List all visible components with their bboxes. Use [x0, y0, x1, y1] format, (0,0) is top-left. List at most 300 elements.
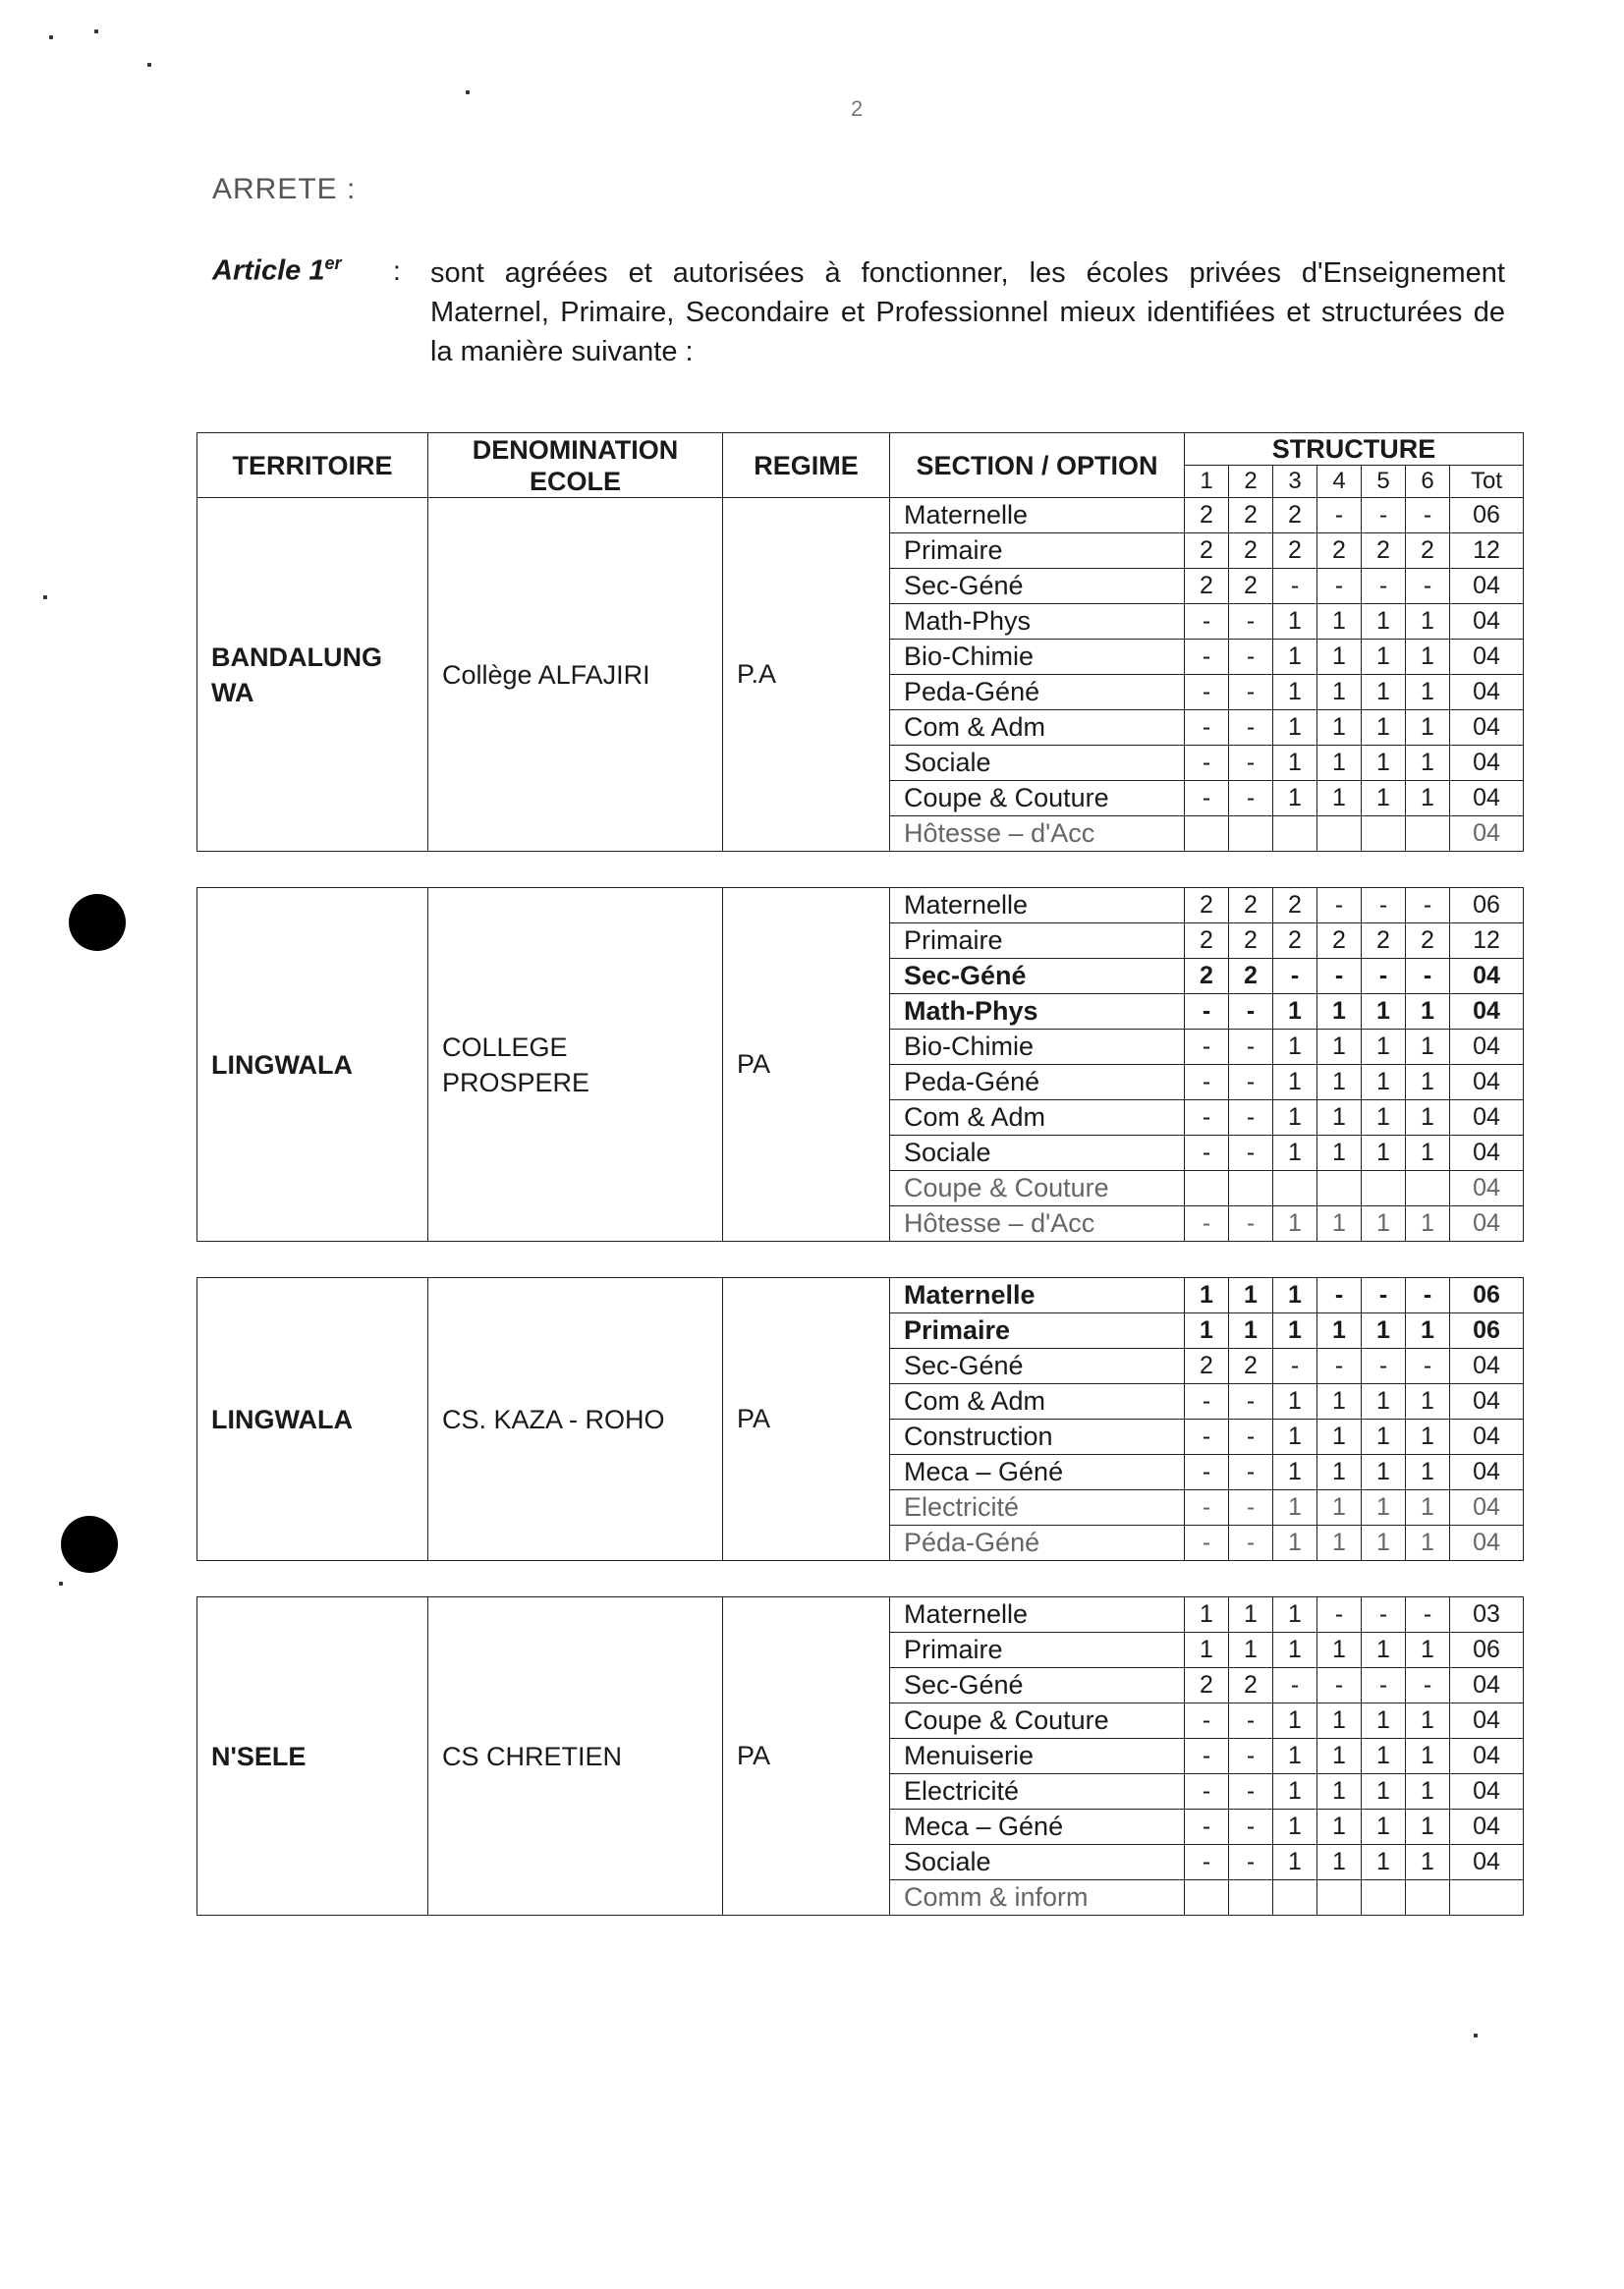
structure-cell-year-6: 1: [1406, 781, 1450, 816]
scan-speck: [466, 90, 470, 94]
section-cell: Sec-Géné: [890, 1668, 1185, 1703]
structure-cell-year-4: 1: [1317, 640, 1362, 675]
structure-cell-year-2: -: [1229, 1703, 1273, 1739]
territoire-cell: N'SELE: [197, 1597, 428, 1916]
section-cell: Meca – Géné: [890, 1810, 1185, 1845]
structure-cell-year-6: 1: [1406, 710, 1450, 746]
structure-cell-year-2: -: [1229, 640, 1273, 675]
section-cell: Comm & inform: [890, 1880, 1185, 1916]
total-cell: 04: [1450, 604, 1524, 640]
structure-cell-year-1: -: [1185, 1739, 1229, 1774]
structure-cell-year-4: 2: [1317, 923, 1362, 959]
structure-cell-year-1: -: [1185, 640, 1229, 675]
structure-cell-year-1: -: [1185, 604, 1229, 640]
structure-cell-year-3: 1: [1273, 1065, 1317, 1100]
structure-cell-year-4: -: [1317, 498, 1362, 533]
structure-cell-year-2: -: [1229, 1206, 1273, 1242]
structure-cell-year-3: 1: [1273, 1278, 1317, 1313]
structure-cell-year-1: -: [1185, 746, 1229, 781]
structure-cell-year-2: [1229, 1880, 1273, 1916]
structure-cell-year-1: -: [1185, 994, 1229, 1030]
structure-cell-year-1: -: [1185, 710, 1229, 746]
structure-cell-year-4: 1: [1317, 1455, 1362, 1490]
scan-speck: [59, 1582, 63, 1586]
structure-cell-year-3: 1: [1273, 1633, 1317, 1668]
structure-cell-year-3: 1: [1273, 1455, 1317, 1490]
structure-cell-year-1: [1185, 1171, 1229, 1206]
structure-cell-year-1: 2: [1185, 923, 1229, 959]
structure-cell-year-1: 2: [1185, 533, 1229, 569]
structure-cell-year-3: 1: [1273, 1420, 1317, 1455]
structure-cell-year-6: 1: [1406, 1206, 1450, 1242]
header-year-5: 5: [1362, 466, 1406, 498]
structure-cell-year-6: 2: [1406, 533, 1450, 569]
structure-cell-year-5: 1: [1362, 1206, 1406, 1242]
structure-cell-year-4: -: [1317, 1668, 1362, 1703]
section-cell: Coupe & Couture: [890, 1703, 1185, 1739]
structure-cell-year-3: 1: [1273, 710, 1317, 746]
structure-cell-year-2: -: [1229, 1526, 1273, 1561]
structure-cell-year-1: -: [1185, 1100, 1229, 1136]
total-cell: 04: [1450, 569, 1524, 604]
total-cell: 06: [1450, 1278, 1524, 1313]
structure-cell-year-3: 1: [1273, 1206, 1317, 1242]
table-gap-row: [197, 1561, 1524, 1597]
header-year-3: 3: [1273, 466, 1317, 498]
structure-cell-year-1: -: [1185, 1703, 1229, 1739]
structure-cell-year-2: 2: [1229, 923, 1273, 959]
structure-cell-year-5: -: [1362, 569, 1406, 604]
structure-cell-year-5: [1362, 1880, 1406, 1916]
total-cell: 04: [1450, 710, 1524, 746]
structure-cell-year-1: -: [1185, 1490, 1229, 1526]
structure-cell-year-5: 1: [1362, 1810, 1406, 1845]
structure-cell-year-1: 2: [1185, 569, 1229, 604]
total-cell: 04: [1450, 1490, 1524, 1526]
structure-cell-year-2: -: [1229, 994, 1273, 1030]
section-cell: Primaire: [890, 1313, 1185, 1349]
structure-cell-year-2: -: [1229, 1420, 1273, 1455]
structure-cell-year-3: 1: [1273, 1739, 1317, 1774]
structure-cell-year-3: 1: [1273, 1597, 1317, 1633]
structure-cell-year-5: 1: [1362, 1455, 1406, 1490]
structure-cell-year-3: 1: [1273, 640, 1317, 675]
structure-cell-year-4: -: [1317, 1597, 1362, 1633]
structure-cell-year-1: -: [1185, 1065, 1229, 1100]
section-cell: Bio-Chimie: [890, 1030, 1185, 1065]
structure-cell-year-2: -: [1229, 1739, 1273, 1774]
structure-cell-year-6: -: [1406, 569, 1450, 604]
structure-cell-year-3: -: [1273, 1668, 1317, 1703]
structure-cell-year-1: 1: [1185, 1597, 1229, 1633]
structure-cell-year-6: 1: [1406, 1633, 1450, 1668]
structure-cell-year-1: 1: [1185, 1278, 1229, 1313]
table-gap-cell: [197, 1242, 1524, 1278]
structure-cell-year-5: 1: [1362, 1420, 1406, 1455]
structure-cell-year-2: 2: [1229, 1668, 1273, 1703]
structure-cell-year-4: 1: [1317, 710, 1362, 746]
structure-cell-year-6: [1406, 1171, 1450, 1206]
structure-cell-year-6: [1406, 816, 1450, 852]
structure-cell-year-2: -: [1229, 675, 1273, 710]
structure-cell-year-6: -: [1406, 1668, 1450, 1703]
structure-cell-year-6: 1: [1406, 604, 1450, 640]
structure-cell-year-6: -: [1406, 888, 1450, 923]
total-cell: 04: [1450, 1420, 1524, 1455]
table-gap-cell: [197, 1561, 1524, 1597]
structure-cell-year-3: 1: [1273, 1100, 1317, 1136]
header-year-2: 2: [1229, 466, 1273, 498]
territoire-cell: LINGWALA: [197, 888, 428, 1242]
structure-cell-year-4: [1317, 1880, 1362, 1916]
structure-cell-year-4: 1: [1317, 994, 1362, 1030]
structure-cell-year-5: -: [1362, 1597, 1406, 1633]
structure-cell-year-5: 2: [1362, 533, 1406, 569]
structure-cell-year-2: 2: [1229, 888, 1273, 923]
structure-cell-year-3: 1: [1273, 1136, 1317, 1171]
total-cell: 04: [1450, 1100, 1524, 1136]
total-cell: 12: [1450, 533, 1524, 569]
section-cell: Maternelle: [890, 888, 1185, 923]
section-cell: Construction: [890, 1420, 1185, 1455]
structure-cell-year-4: -: [1317, 569, 1362, 604]
total-cell: 03: [1450, 1597, 1524, 1633]
structure-cell-year-5: 1: [1362, 746, 1406, 781]
structure-cell-year-2: -: [1229, 604, 1273, 640]
total-cell: 06: [1450, 1633, 1524, 1668]
structure-cell-year-6: 1: [1406, 675, 1450, 710]
structure-cell-year-6: 1: [1406, 1455, 1450, 1490]
total-cell: 04: [1450, 1845, 1524, 1880]
structure-cell-year-5: 1: [1362, 675, 1406, 710]
section-cell: Maternelle: [890, 1597, 1185, 1633]
header-section: SECTION / OPTION: [890, 433, 1185, 498]
structure-cell-year-5: 1: [1362, 1703, 1406, 1739]
table-gap-row: [197, 852, 1524, 888]
structure-cell-year-6: 1: [1406, 1384, 1450, 1420]
structure-cell-year-5: 1: [1362, 710, 1406, 746]
structure-cell-year-5: 1: [1362, 640, 1406, 675]
structure-cell-year-4: 1: [1317, 1206, 1362, 1242]
structure-cell-year-2: 2: [1229, 1349, 1273, 1384]
territoire-cell: BANDALUNG WA: [197, 498, 428, 852]
structure-cell-year-5: 1: [1362, 1313, 1406, 1349]
structure-cell-year-1: -: [1185, 1206, 1229, 1242]
article-colon: :: [393, 255, 401, 286]
structure-cell-year-3: 1: [1273, 1810, 1317, 1845]
article-label: [212, 253, 341, 288]
structure-cell-year-6: -: [1406, 1278, 1450, 1313]
structure-cell-year-5: 1: [1362, 1774, 1406, 1810]
structure-cell-year-3: [1273, 1171, 1317, 1206]
total-cell: 04: [1450, 1739, 1524, 1774]
structure-cell-year-2: -: [1229, 710, 1273, 746]
structure-cell-year-6: 1: [1406, 1739, 1450, 1774]
scan-speck: [94, 29, 98, 33]
structure-cell-year-4: [1317, 1171, 1362, 1206]
structure-cell-year-5: -: [1362, 959, 1406, 994]
table-body: [197, 498, 1524, 1916]
structure-cell-year-4: 1: [1317, 781, 1362, 816]
article-text: sont agréées et autorisées à fonctionner, les écoles privées d'Enseignement Maternel, Primaire, Secondaire et Professionnel mieux identifiées et structurées de la manière suivante :: [430, 257, 1505, 367]
total-cell: 04: [1450, 816, 1524, 852]
total-cell: [1450, 1880, 1524, 1916]
punch-hole: [61, 1516, 118, 1573]
header-total: Tot: [1450, 466, 1524, 498]
structure-cell-year-6: -: [1406, 1349, 1450, 1384]
structure-cell-year-3: 1: [1273, 1313, 1317, 1349]
section-cell: Sociale: [890, 746, 1185, 781]
structure-cell-year-3: -: [1273, 1349, 1317, 1384]
structure-cell-year-6: 1: [1406, 1100, 1450, 1136]
scan-speck: [49, 35, 53, 39]
structure-cell-year-3: 1: [1273, 1384, 1317, 1420]
structure-cell-year-3: -: [1273, 569, 1317, 604]
structure-cell-year-4: 1: [1317, 1526, 1362, 1561]
structure-cell-year-1: -: [1185, 1774, 1229, 1810]
structure-cell-year-4: 1: [1317, 1703, 1362, 1739]
total-cell: 04: [1450, 781, 1524, 816]
structure-cell-year-1: 1: [1185, 1313, 1229, 1349]
structure-cell-year-4: 1: [1317, 1100, 1362, 1136]
structure-cell-year-2: -: [1229, 1774, 1273, 1810]
section-cell: Meca – Géné: [890, 1455, 1185, 1490]
section-cell: Menuiserie: [890, 1739, 1185, 1774]
section-cell: Péda-Géné: [890, 1526, 1185, 1561]
structure-cell-year-4: 1: [1317, 1420, 1362, 1455]
article-label-sup: er: [324, 253, 342, 273]
header-structure: STRUCTURE: [1185, 433, 1524, 466]
structure-cell-year-3: 2: [1273, 888, 1317, 923]
structure-cell-year-5: 1: [1362, 1526, 1406, 1561]
structure-cell-year-1: -: [1185, 1526, 1229, 1561]
total-cell: 04: [1450, 1703, 1524, 1739]
structure-cell-year-2: -: [1229, 1136, 1273, 1171]
total-cell: 04: [1450, 1349, 1524, 1384]
structure-cell-year-1: 2: [1185, 1349, 1229, 1384]
structure-cell-year-3: 2: [1273, 923, 1317, 959]
structure-cell-year-5: 2: [1362, 923, 1406, 959]
total-cell: 04: [1450, 1384, 1524, 1420]
structure-cell-year-2: -: [1229, 746, 1273, 781]
structure-cell-year-2: 1: [1229, 1313, 1273, 1349]
section-cell: Sociale: [890, 1136, 1185, 1171]
ecole-cell: COLLEGE PROSPERE: [428, 888, 723, 1242]
section-cell: Peda-Géné: [890, 1065, 1185, 1100]
total-cell: 06: [1450, 1313, 1524, 1349]
structure-cell-year-2: [1229, 816, 1273, 852]
structure-cell-year-4: 1: [1317, 675, 1362, 710]
structure-cell-year-4: [1317, 816, 1362, 852]
total-cell: 04: [1450, 1526, 1524, 1561]
structure-cell-year-6: 1: [1406, 1490, 1450, 1526]
structure-cell-year-6: 1: [1406, 1065, 1450, 1100]
structure-cell-year-5: 1: [1362, 604, 1406, 640]
structure-cell-year-5: 1: [1362, 1065, 1406, 1100]
structure-cell-year-6: 1: [1406, 1420, 1450, 1455]
total-cell: 04: [1450, 640, 1524, 675]
total-cell: 04: [1450, 1668, 1524, 1703]
section-cell: Maternelle: [890, 498, 1185, 533]
structure-cell-year-2: -: [1229, 1845, 1273, 1880]
structure-cell-year-5: 1: [1362, 1845, 1406, 1880]
total-cell: 04: [1450, 1206, 1524, 1242]
structure-cell-year-4: 1: [1317, 1136, 1362, 1171]
table-row: [197, 1597, 1524, 1633]
structure-cell-year-2: 2: [1229, 498, 1273, 533]
structure-cell-year-4: -: [1317, 1349, 1362, 1384]
structure-cell-year-3: 1: [1273, 1526, 1317, 1561]
structure-cell-year-1: 1: [1185, 1633, 1229, 1668]
section-cell: Coupe & Couture: [890, 781, 1185, 816]
structure-cell-year-2: 2: [1229, 533, 1273, 569]
structure-cell-year-2: 1: [1229, 1278, 1273, 1313]
structure-cell-year-5: 1: [1362, 1490, 1406, 1526]
structure-cell-year-5: 1: [1362, 1030, 1406, 1065]
ecole-cell: Collège ALFAJIRI: [428, 498, 723, 852]
structure-cell-year-6: 1: [1406, 1703, 1450, 1739]
structure-cell-year-4: 1: [1317, 1313, 1362, 1349]
structure-cell-year-2: 2: [1229, 959, 1273, 994]
total-cell: 04: [1450, 675, 1524, 710]
structure-cell-year-2: 2: [1229, 569, 1273, 604]
structure-cell-year-4: -: [1317, 888, 1362, 923]
total-cell: 04: [1450, 1810, 1524, 1845]
table-row: [197, 888, 1524, 923]
structure-cell-year-3: 2: [1273, 498, 1317, 533]
structure-cell-year-2: -: [1229, 1100, 1273, 1136]
structure-cell-year-5: 1: [1362, 1100, 1406, 1136]
structure-cell-year-6: 1: [1406, 640, 1450, 675]
total-cell: 04: [1450, 1030, 1524, 1065]
total-cell: 06: [1450, 888, 1524, 923]
structure-cell-year-6: 1: [1406, 1526, 1450, 1561]
table-row: [197, 1278, 1524, 1313]
structure-cell-year-4: -: [1317, 1278, 1362, 1313]
regime-cell: PA: [723, 1597, 890, 1916]
section-cell: Hôtesse – d'Acc: [890, 816, 1185, 852]
structure-cell-year-5: -: [1362, 498, 1406, 533]
punch-hole: [69, 894, 126, 951]
structure-cell-year-3: 1: [1273, 781, 1317, 816]
structure-cell-year-2: -: [1229, 1455, 1273, 1490]
section-cell: Maternelle: [890, 1278, 1185, 1313]
regime-cell: P.A: [723, 498, 890, 852]
total-cell: 04: [1450, 959, 1524, 994]
structure-cell-year-6: 1: [1406, 1136, 1450, 1171]
ecole-cell: CS CHRETIEN: [428, 1597, 723, 1916]
structure-cell-year-4: 1: [1317, 1810, 1362, 1845]
structure-cell-year-1: -: [1185, 1845, 1229, 1880]
structure-cell-year-6: 1: [1406, 1313, 1450, 1349]
structure-cell-year-2: -: [1229, 781, 1273, 816]
structure-cell-year-5: -: [1362, 888, 1406, 923]
table-gap-row: [197, 1242, 1524, 1278]
structure-cell-year-3: 1: [1273, 1774, 1317, 1810]
section-cell: Com & Adm: [890, 1384, 1185, 1420]
section-cell: Sociale: [890, 1845, 1185, 1880]
total-cell: 04: [1450, 1136, 1524, 1171]
structure-cell-year-1: [1185, 1880, 1229, 1916]
structure-cell-year-5: 1: [1362, 1739, 1406, 1774]
structure-cell-year-6: 2: [1406, 923, 1450, 959]
section-cell: Electricité: [890, 1774, 1185, 1810]
structure-cell-year-3: 1: [1273, 604, 1317, 640]
header-year-1: 1: [1185, 466, 1229, 498]
section-cell: Bio-Chimie: [890, 640, 1185, 675]
total-cell: 04: [1450, 1065, 1524, 1100]
structure-cell-year-5: [1362, 1171, 1406, 1206]
section-cell: Sec-Géné: [890, 569, 1185, 604]
structure-cell-year-2: [1229, 1171, 1273, 1206]
structure-cell-year-1: -: [1185, 1030, 1229, 1065]
structure-cell-year-6: -: [1406, 1597, 1450, 1633]
structure-cell-year-4: -: [1317, 959, 1362, 994]
structure-cell-year-4: 1: [1317, 1633, 1362, 1668]
structure-cell-year-3: 1: [1273, 675, 1317, 710]
structure-cell-year-4: 1: [1317, 1845, 1362, 1880]
structure-cell-year-1: [1185, 816, 1229, 852]
header-denomination: DENOMINATION ECOLE: [428, 433, 723, 498]
structure-cell-year-3: -: [1273, 959, 1317, 994]
section-cell: Math-Phys: [890, 604, 1185, 640]
structure-cell-year-1: -: [1185, 675, 1229, 710]
structure-cell-year-1: -: [1185, 1455, 1229, 1490]
structure-cell-year-6: 1: [1406, 1774, 1450, 1810]
structure-cell-year-4: 1: [1317, 1490, 1362, 1526]
section-cell: Coupe & Couture: [890, 1171, 1185, 1206]
table-header-row: [197, 433, 1524, 466]
structure-cell-year-1: -: [1185, 1420, 1229, 1455]
section-cell: Sec-Géné: [890, 1349, 1185, 1384]
section-cell: Peda-Géné: [890, 675, 1185, 710]
structure-cell-year-5: -: [1362, 1349, 1406, 1384]
page-number: 2: [851, 96, 864, 121]
header-year-6: 6: [1406, 466, 1450, 498]
header-regime: REGIME: [723, 433, 890, 498]
structure-cell-year-1: 2: [1185, 498, 1229, 533]
structure-cell-year-1: -: [1185, 1136, 1229, 1171]
structure-cell-year-4: 1: [1317, 1739, 1362, 1774]
structure-cell-year-1: 2: [1185, 959, 1229, 994]
structure-cell-year-2: -: [1229, 1490, 1273, 1526]
article-label-text: Article 1: [212, 254, 325, 287]
structure-cell-year-1: -: [1185, 1810, 1229, 1845]
structure-cell-year-1: 2: [1185, 888, 1229, 923]
schools-table: [196, 432, 1524, 1916]
structure-cell-year-4: 1: [1317, 746, 1362, 781]
total-cell: 04: [1450, 994, 1524, 1030]
structure-cell-year-5: -: [1362, 1278, 1406, 1313]
table-row: [197, 498, 1524, 533]
total-cell: 04: [1450, 746, 1524, 781]
section-cell: Math-Phys: [890, 994, 1185, 1030]
structure-cell-year-2: -: [1229, 1384, 1273, 1420]
total-cell: 04: [1450, 1171, 1524, 1206]
structure-cell-year-5: 1: [1362, 1633, 1406, 1668]
regime-cell: PA: [723, 888, 890, 1242]
scan-speck: [43, 595, 47, 599]
structure-cell-year-3: 1: [1273, 1703, 1317, 1739]
section-cell: Com & Adm: [890, 1100, 1185, 1136]
structure-cell-year-6: [1406, 1880, 1450, 1916]
structure-cell-year-6: -: [1406, 959, 1450, 994]
section-cell: Primaire: [890, 923, 1185, 959]
structure-cell-year-1: -: [1185, 1384, 1229, 1420]
structure-cell-year-2: 1: [1229, 1633, 1273, 1668]
structure-cell-year-2: -: [1229, 1065, 1273, 1100]
structure-cell-year-4: 1: [1317, 1065, 1362, 1100]
